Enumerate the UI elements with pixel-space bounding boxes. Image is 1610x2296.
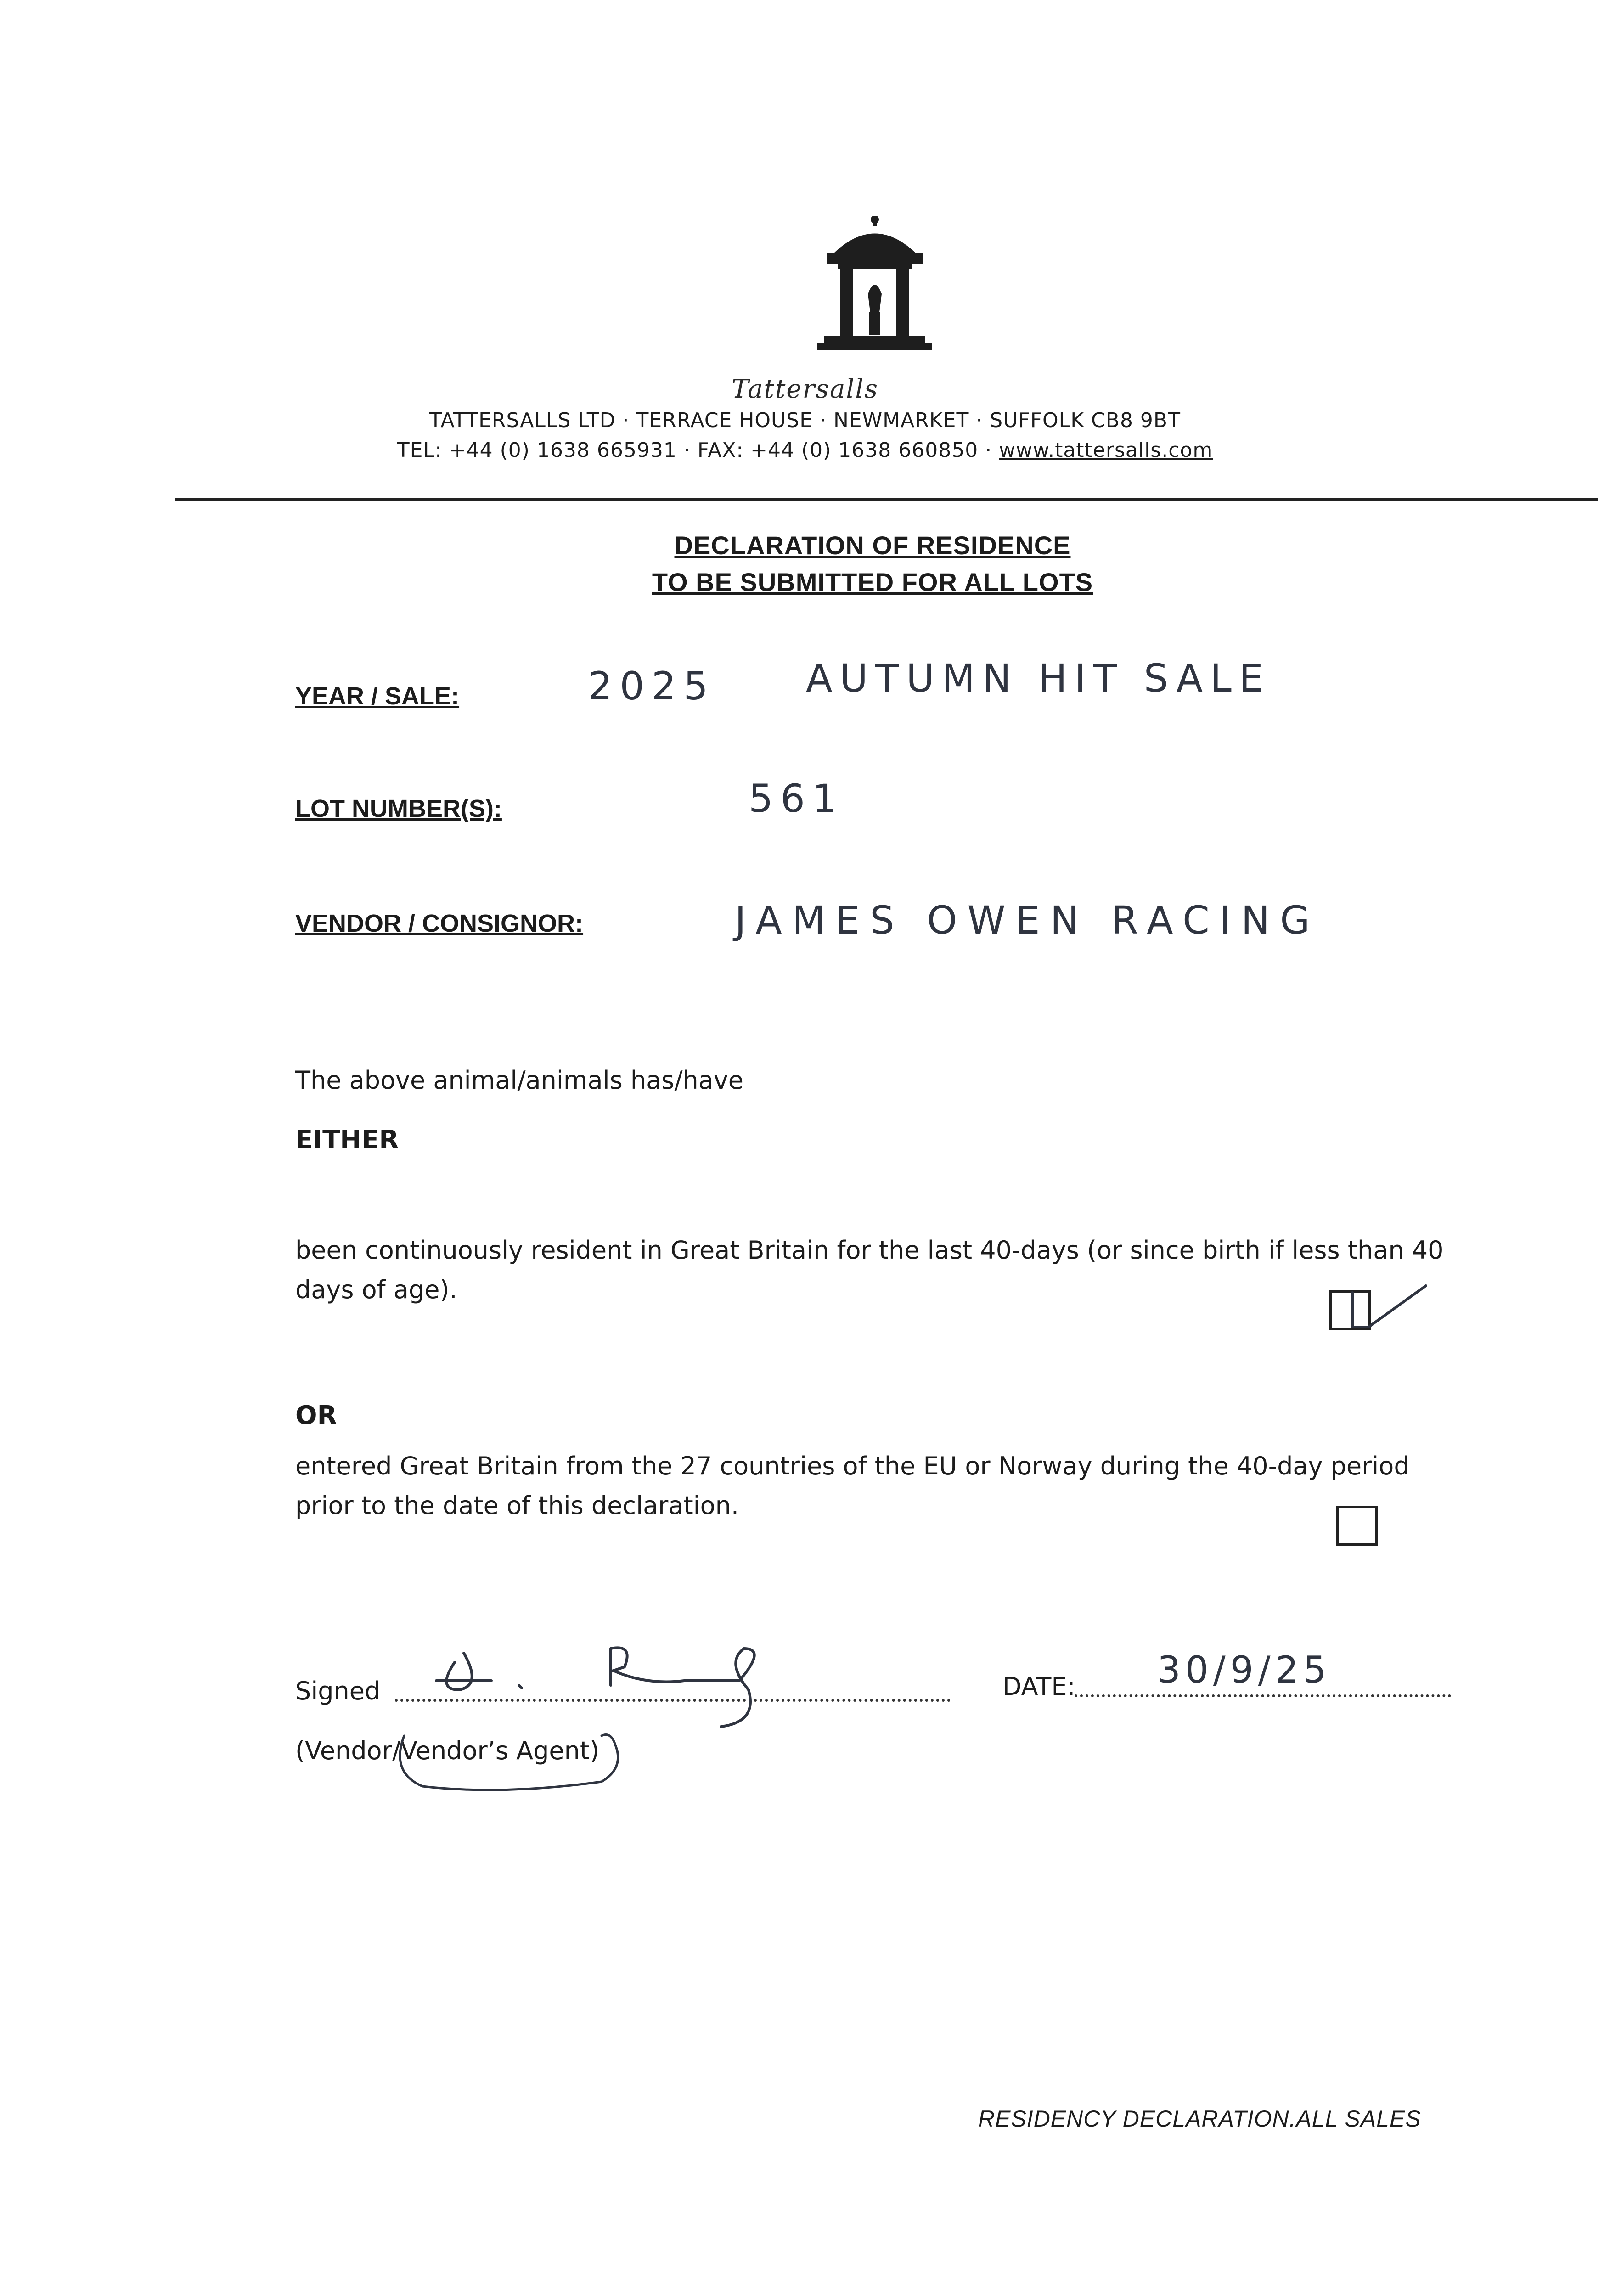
year-sale-label: YEAR / SALE: bbox=[295, 682, 460, 710]
date-value: 30/9/25 bbox=[1157, 1649, 1331, 1691]
brand-name: Tattersalls bbox=[732, 374, 878, 404]
lot-number-value: 561 bbox=[749, 776, 844, 821]
footer-reference: RESIDENCY DECLARATION.ALL SALES bbox=[978, 2106, 1421, 2132]
option2-checkbox[interactable] bbox=[1336, 1506, 1378, 1546]
lot-number-label: LOT NUMBER(S): bbox=[295, 795, 502, 822]
address-line: TATTERSALLS LTD · TERRACE HOUSE · NEWMARKET · SUFFOLK CB8 9BT bbox=[429, 409, 1181, 432]
option-entered-from-eu: entered Great Britain from the 27 countries of the EU or Norway during the 40-day period prior to the date of this declaration. bbox=[295, 1452, 1410, 1520]
vendor-value: JAMES OWEN RACING bbox=[735, 898, 1320, 943]
signer-role-label: (Vendor/Vendor’s Agent) bbox=[295, 1736, 600, 1765]
signed-label: Signed bbox=[295, 1677, 381, 1705]
option-continuous-residence: been continuously resident in Great Britain for the last 40-days (or since birth if less than 40 days of age). bbox=[295, 1236, 1444, 1305]
role-circle-mark bbox=[386, 1727, 634, 1800]
tattersalls-logo bbox=[806, 216, 944, 372]
form-subtitle: TO BE SUBMITTED FOR ALL LOTS bbox=[652, 568, 1093, 597]
year-value: 2025 bbox=[588, 664, 715, 709]
date-label: DATE: bbox=[1002, 1672, 1075, 1701]
header-divider bbox=[175, 498, 1598, 501]
or-label: OR bbox=[295, 1401, 337, 1430]
website-link[interactable]: www.tattersalls.com bbox=[999, 439, 1213, 462]
form-title: DECLARATION OF RESIDENCE bbox=[674, 531, 1071, 560]
contact-phone-fax: TEL: +44 (0) 1638 665931 · FAX: +44 (0) 1638 660850 · bbox=[397, 439, 999, 462]
vendor-label: VENDOR / CONSIGNOR: bbox=[295, 910, 584, 937]
checkmark-icon bbox=[1334, 1279, 1435, 1339]
date-line bbox=[1075, 1694, 1451, 1697]
either-label: EITHER bbox=[295, 1125, 399, 1155]
declaration-intro: The above animal/animals has/have bbox=[295, 1066, 744, 1095]
sale-value: AUTUMN HIT SALE bbox=[806, 656, 1271, 701]
contact-line bbox=[0, 439, 1610, 462]
